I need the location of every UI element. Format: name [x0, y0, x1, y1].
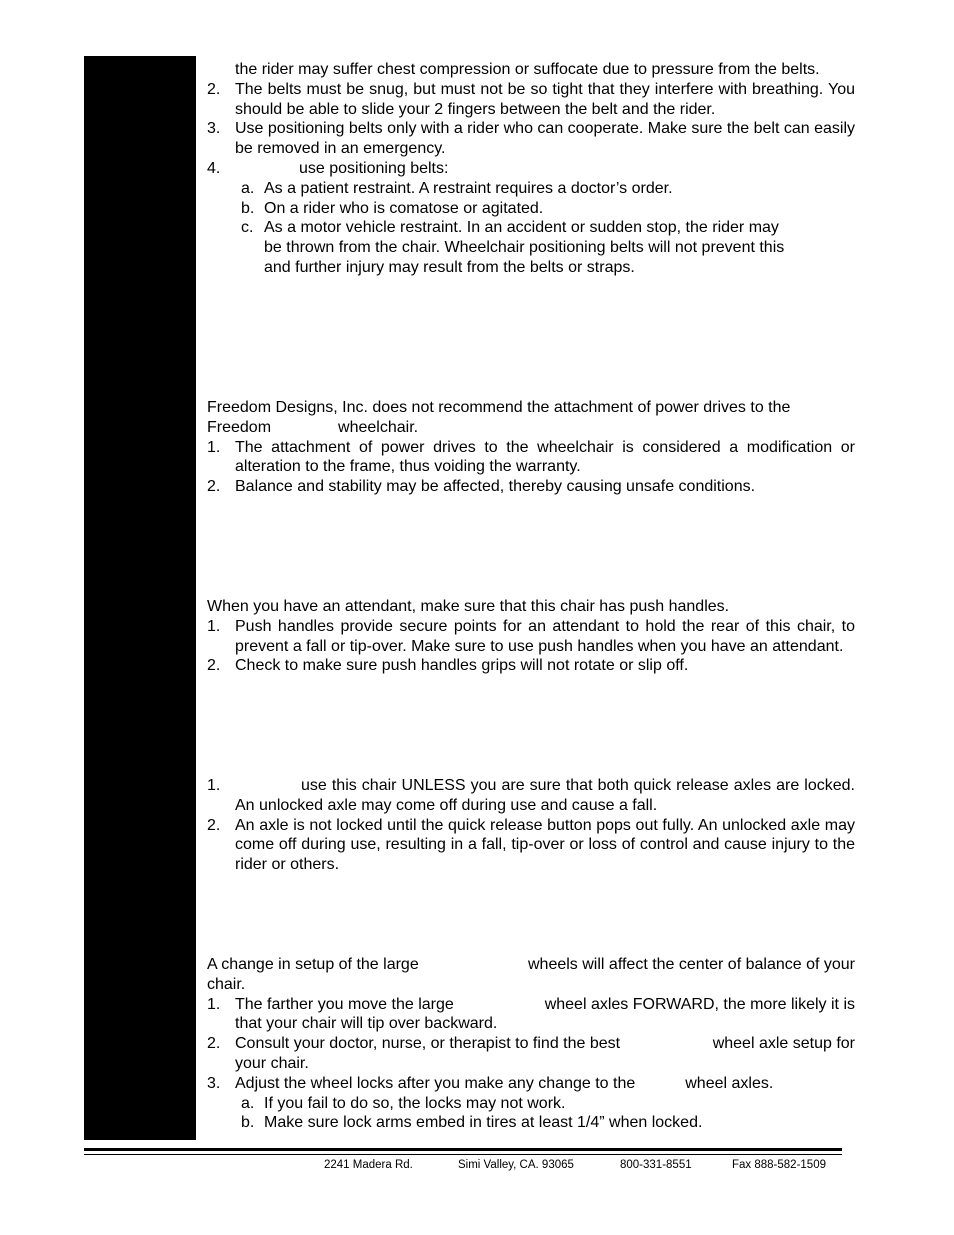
item-line [235, 1034, 855, 1054]
item-number: 1. [207, 617, 221, 635]
list-item [207, 119, 855, 159]
sub-text: Make sure lock arms embed in tires at least 1/4” when locked. [264, 1114, 703, 1132]
list-item [207, 776, 855, 816]
item-number: 1. [207, 438, 221, 456]
sub-letter: b. [241, 1114, 255, 1132]
sub-item [207, 1094, 855, 1114]
sub-letter: b. [241, 199, 255, 217]
item-number: 2. [207, 657, 221, 675]
list-item [207, 656, 855, 676]
item-number: 4. [207, 159, 221, 177]
list-item [207, 60, 855, 80]
list-item [207, 995, 855, 1035]
section-intro-line: chair. [207, 975, 246, 993]
item-number: 3. [207, 120, 221, 138]
intro-text: Freedom [207, 418, 272, 436]
item-text: An axle is not locked until the quick release button pops out fully. An unlocked axle may come off during use, resulting in a fall, tip-over or loss of control and cause injury to the rider or others. [235, 816, 855, 874]
sub-text: If you fail to do so, the locks may not work. [264, 1094, 566, 1112]
item-text: use this chair UNLESS you are sure that both quick release axles are locked. An unlocked axle may come off during use and cause a fall. [235, 777, 855, 814]
sub-item [207, 179, 855, 199]
section-intro: When you have an attendant, make sure that this chair has push handles. [207, 598, 730, 615]
list-item [207, 438, 855, 478]
list-item [207, 1034, 855, 1074]
sub-letter: a. [241, 1094, 255, 1112]
footer-rule-thin [84, 1154, 842, 1155]
item-text: Use positioning belts only with a rider who can cooperate. Make sure the belt can easily be removed in an emergency. [235, 120, 855, 158]
list-item [207, 80, 855, 120]
section-push-handles [207, 597, 855, 676]
item-text: The belts must be snug, but must not be so tight that they interfere with breathing. You should be able to slide your 2 fingers between the belt and the rider. [235, 80, 855, 118]
item-text: the rider may suffer chest compression or suffocate due to pressure from the belts. [235, 61, 820, 78]
item-text: Balance and stability may be affected, thereby causing unsafe conditions. [235, 478, 756, 496]
sub-letter: a. [241, 179, 255, 197]
sub-text: On a rider who is comatose or agitated. [264, 199, 544, 217]
item-number: 2. [207, 1035, 221, 1053]
list-item [207, 816, 855, 875]
section-wheel-setup [207, 955, 855, 1133]
item-text: Adjust the wheel locks after you make any change to the [235, 1074, 636, 1092]
item-text: use positioning belts: [299, 159, 449, 177]
item-number: 2. [207, 478, 221, 496]
section-positioning-belts [207, 60, 855, 278]
intro-text: A change in setup of the large [207, 956, 419, 973]
sub-item [207, 1113, 855, 1133]
list-item [207, 477, 855, 497]
section-intro-line [207, 418, 855, 438]
section-power-drives [207, 398, 855, 497]
item-text: Check to make sure push handles grips will not rotate or slip off. [235, 657, 689, 675]
black-sidebar-bar [84, 56, 196, 1140]
footer-rule-thick [84, 1148, 842, 1151]
footer-phone: 800-331-8551 [620, 1159, 692, 1171]
sub-item [207, 218, 792, 277]
item-number: 2. [207, 80, 221, 98]
section-intro-line [207, 955, 855, 975]
footer-fax: Fax 888-582-1509 [732, 1159, 826, 1171]
item-text: The attachment of power drives to the wheelchair is considered a modification or alteration to the frame, thus voiding the warranty. [235, 438, 855, 476]
section-quick-release-axles [207, 776, 855, 875]
sub-text: As a motor vehicle restraint. In an accident or sudden stop, the rider may be thrown from the chair. Wheelchair positioning belts will not prevent this and further injury may result from the belts or straps. [264, 219, 785, 276]
sub-item [207, 199, 855, 219]
item-text: Push handles provide secure points for an attendant to hold the rear of this chair, to prevent a fall or tip-over. Make sure to use push handles when you have an attendant. [235, 617, 855, 655]
sub-letter: c. [241, 219, 254, 237]
sub-text: As a patient restraint. A restraint requires a doctor’s order. [264, 179, 673, 197]
item-number: 1. [207, 995, 221, 1013]
item-number: 2. [207, 816, 221, 834]
item-text: that your chair will tip over backward. [235, 1015, 498, 1033]
item-text: The farther you move the large [235, 995, 454, 1013]
item-text: wheel axles FORWARD, the more likely it is [544, 995, 855, 1013]
intro-text: wheels will affect the center of balance of your [528, 956, 855, 973]
list-item [207, 159, 855, 179]
footer-address: 2241 Madera Rd. [324, 1159, 413, 1171]
item-text: Consult your doctor, nurse, or therapist to find the best [235, 1035, 621, 1053]
item-number: 3. [207, 1074, 221, 1092]
footer-city: Simi Valley, CA. 93065 [458, 1159, 574, 1171]
item-number: 1. [207, 777, 221, 794]
list-item [207, 617, 855, 657]
item-text: your chair. [235, 1054, 309, 1072]
list-item [207, 1074, 855, 1094]
item-text: wheel axles. [685, 1074, 774, 1092]
section-intro: Freedom Designs, Inc. does not recommend the attachment of power drives to the [207, 399, 791, 416]
intro-text: wheelchair. [338, 418, 419, 436]
item-text: wheel axle setup for [712, 1035, 855, 1053]
item-line [235, 995, 855, 1015]
